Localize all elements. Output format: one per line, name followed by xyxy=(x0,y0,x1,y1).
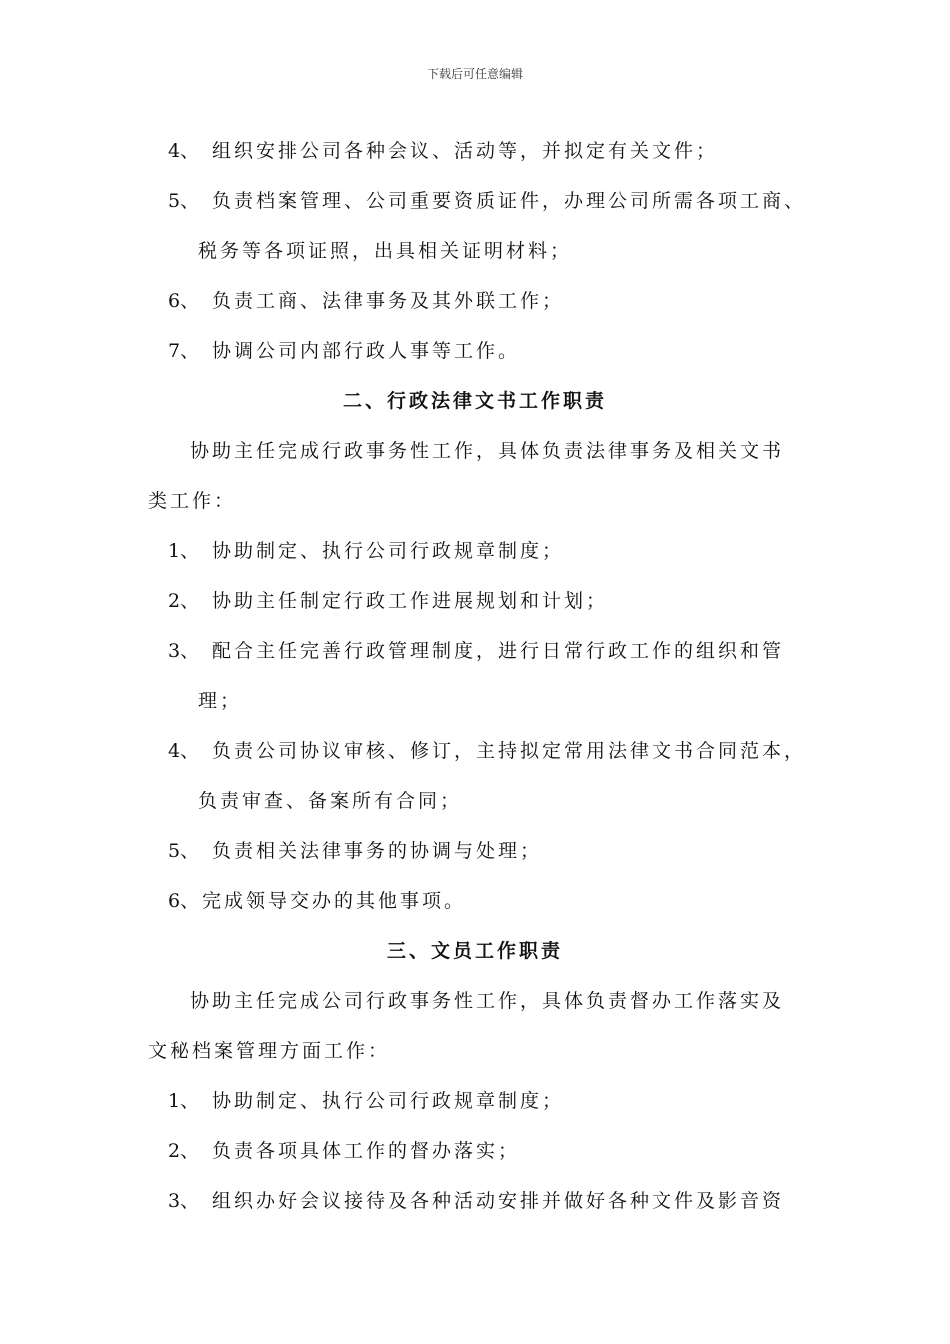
item-text: 负责各项具体工作的督办落实； xyxy=(212,1140,521,1162)
list-item xyxy=(168,1188,784,1214)
item-text: 协助制定、执行公司行政规章制度； xyxy=(212,540,565,562)
list-item-continuation: 理； xyxy=(198,690,243,712)
list-item xyxy=(168,638,784,664)
item-number: 2、 xyxy=(168,590,200,612)
section-intro-continuation: 类工作： xyxy=(148,490,237,512)
item-text: 负责公司协议审核、修订，主持拟定常用法律文书合同范本， xyxy=(212,740,807,762)
list-item xyxy=(168,1088,564,1114)
item-text: 组织办好会议接待及各种活动安排并做好各种文件及影音资 xyxy=(212,1190,785,1212)
list-item xyxy=(168,1138,520,1164)
item-text: 完成领导交办的其他事项。 xyxy=(202,890,467,912)
item-number: 6、 xyxy=(168,890,200,912)
item-number: 4、 xyxy=(168,140,200,162)
page-header-note: 下载后可任意编辑 xyxy=(426,67,523,81)
item-number: 3、 xyxy=(168,640,200,662)
item-number: 6、 xyxy=(168,290,200,312)
list-item xyxy=(168,838,542,864)
item-number: 3、 xyxy=(168,1190,200,1212)
item-text: 协调公司内部行政人事等工作。 xyxy=(212,340,521,362)
item-number: 2、 xyxy=(168,1140,200,1162)
item-text: 协助主任制定行政工作进展规划和计划； xyxy=(212,590,609,612)
item-text: 负责相关法律事务的协调与处理； xyxy=(212,840,543,862)
section-intro: 协助主任完成行政事务性工作，具体负责法律事务及相关文书 xyxy=(190,440,785,462)
item-text: 协助制定、执行公司行政规章制度； xyxy=(212,1090,565,1112)
section-intro-continuation: 文秘档案管理方面工作： xyxy=(148,1040,391,1062)
item-text: 负责工商、法律事务及其外联工作； xyxy=(212,290,565,312)
list-item xyxy=(168,888,466,914)
section-heading: 二、行政法律文书工作职责 xyxy=(342,390,607,412)
list-item xyxy=(168,138,718,164)
item-text: 配合主任完善行政管理制度，进行日常行政工作的组织和管 xyxy=(212,640,785,662)
item-number: 5、 xyxy=(168,190,200,212)
list-item xyxy=(168,738,806,764)
list-item-continuation: 税务等各项证照，出具相关证明材料； xyxy=(198,240,573,262)
item-text: 组织安排公司各种会议、活动等，并拟定有关文件； xyxy=(212,140,719,162)
item-number: 4、 xyxy=(168,740,200,762)
list-item xyxy=(168,288,564,314)
list-item xyxy=(168,588,608,614)
list-item xyxy=(168,188,806,214)
section-intro: 协助主任完成公司行政事务性工作，具体负责督办工作落实及 xyxy=(190,990,785,1012)
list-item xyxy=(168,538,564,564)
section-heading: 三、文员工作职责 xyxy=(386,940,563,962)
item-text: 负责档案管理、公司重要资质证件，办理公司所需各项工商、 xyxy=(212,190,807,212)
item-number: 1、 xyxy=(168,1090,200,1112)
list-item xyxy=(168,338,520,364)
list-item-continuation: 负责审查、备案所有合同； xyxy=(198,790,463,812)
item-number: 7、 xyxy=(168,340,200,362)
item-number: 1、 xyxy=(168,540,200,562)
item-number: 5、 xyxy=(168,840,200,862)
